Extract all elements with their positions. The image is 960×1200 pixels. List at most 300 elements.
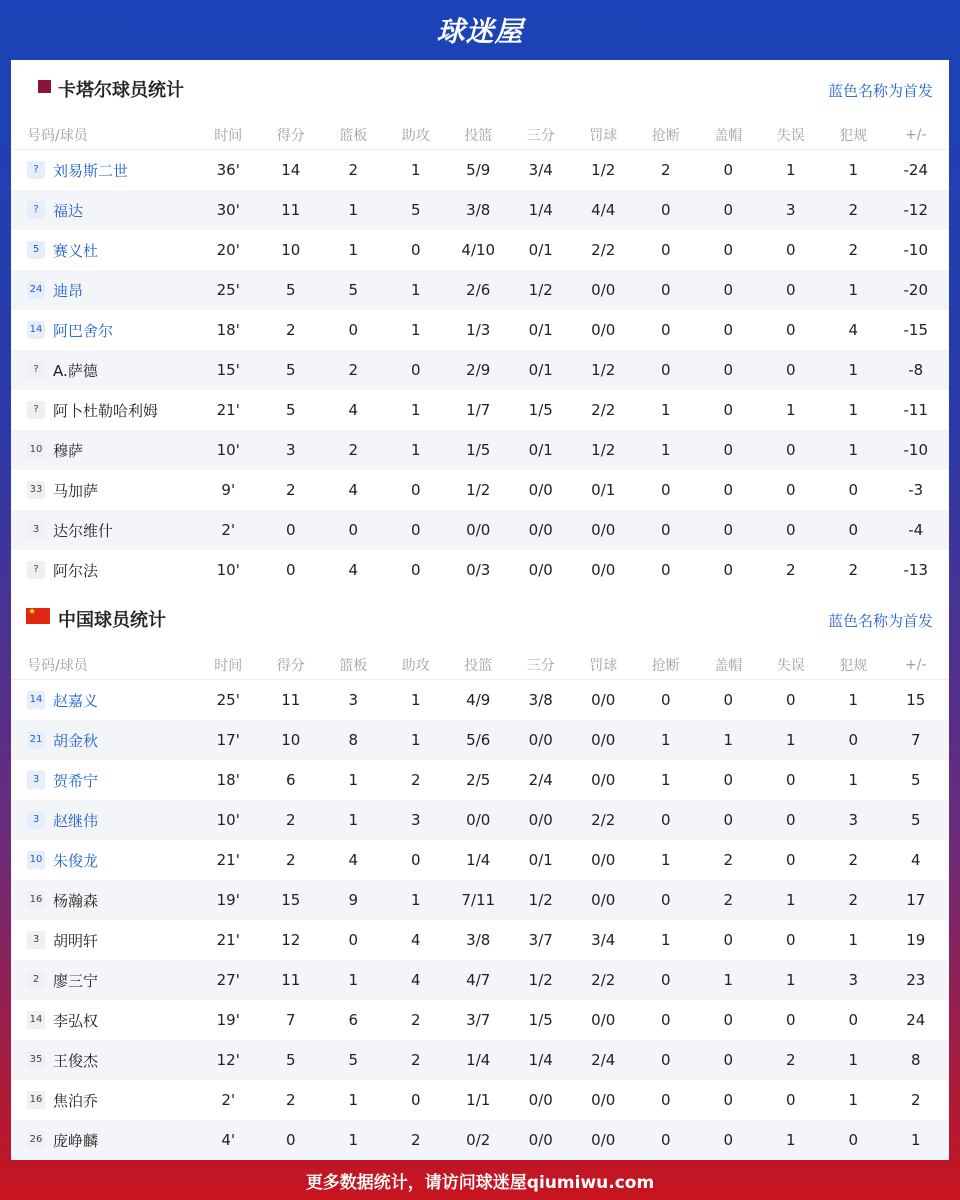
stat-blocks: 0 bbox=[723, 241, 734, 259]
stat-rebounds: 2 bbox=[348, 361, 359, 379]
section-title: 中国球员统计 bbox=[58, 610, 166, 631]
col-header-assists: 助攻 bbox=[401, 657, 430, 674]
col-header-time: 时间 bbox=[214, 127, 243, 144]
stat-time: 18' bbox=[216, 771, 240, 789]
stat-time: 2' bbox=[221, 521, 236, 539]
stat-ft: 0/0 bbox=[591, 771, 616, 789]
table-row[interactable] bbox=[11, 1120, 949, 1160]
stat-3pt: 1/5 bbox=[528, 1011, 553, 1029]
player-name-link[interactable]: 胡金秋 bbox=[53, 731, 99, 750]
stat-steals: 0 bbox=[660, 811, 671, 829]
stat-plusminus: 19 bbox=[906, 931, 926, 949]
stat-3pt: 0/1 bbox=[528, 851, 553, 869]
stat-fouls: 3 bbox=[848, 971, 859, 989]
stat-points: 5 bbox=[285, 401, 296, 419]
stat-rebounds: 5 bbox=[348, 281, 359, 299]
stat-ft: 0/0 bbox=[591, 851, 616, 869]
stat-blocks: 0 bbox=[723, 361, 734, 379]
stat-fg: 1/4 bbox=[466, 851, 491, 869]
player-cell bbox=[11, 160, 197, 181]
stat-time: 17' bbox=[216, 731, 240, 749]
player-name-link[interactable]: 达尔维什 bbox=[53, 521, 114, 540]
stat-time: 4' bbox=[221, 1131, 236, 1149]
player-cell bbox=[11, 560, 197, 581]
stat-fg: 1/5 bbox=[466, 441, 491, 459]
stat-3pt: 0/1 bbox=[528, 321, 553, 339]
stat-fg: 0/0 bbox=[466, 811, 491, 829]
stat-3pt: 1/2 bbox=[528, 281, 553, 299]
stat-assists: 2 bbox=[410, 1051, 421, 1069]
stat-time: 25' bbox=[216, 691, 240, 709]
jersey-number-badge: 35 bbox=[27, 1051, 45, 1069]
stat-blocks: 0 bbox=[723, 1051, 734, 1069]
stat-blocks: 0 bbox=[723, 481, 734, 499]
stat-assists: 1 bbox=[410, 161, 421, 179]
stat-turnovers: 0 bbox=[785, 811, 796, 829]
stat-fouls: 2 bbox=[848, 561, 859, 579]
player-name-link[interactable]: 赵嘉义 bbox=[53, 691, 99, 710]
jersey-number-badge: 3 bbox=[27, 521, 45, 539]
player-name-link[interactable]: 李弘权 bbox=[53, 1011, 99, 1030]
table-row[interactable] bbox=[11, 390, 949, 430]
player-cell bbox=[11, 320, 197, 341]
player-cell bbox=[11, 480, 197, 501]
table-row[interactable] bbox=[11, 550, 949, 590]
player-cell bbox=[11, 930, 197, 951]
stat-plusminus: 24 bbox=[906, 1011, 926, 1029]
stat-blocks: 0 bbox=[723, 561, 734, 579]
stat-rebounds: 1 bbox=[348, 1091, 359, 1109]
stat-assists: 4 bbox=[410, 971, 421, 989]
stat-assists: 2 bbox=[410, 771, 421, 789]
stat-3pt: 0/1 bbox=[528, 441, 553, 459]
player-name-link[interactable]: 庞峥麟 bbox=[53, 1131, 99, 1150]
stat-assists: 0 bbox=[410, 361, 421, 379]
table-row[interactable] bbox=[11, 230, 949, 270]
player-name-link[interactable]: 福达 bbox=[53, 201, 84, 220]
jersey-number-badge: ? bbox=[27, 561, 45, 579]
stat-blocks: 0 bbox=[723, 811, 734, 829]
jersey-number-badge: 14 bbox=[27, 1011, 45, 1029]
stat-3pt: 0/0 bbox=[528, 521, 553, 539]
player-cell bbox=[11, 280, 197, 301]
stat-assists: 1 bbox=[410, 281, 421, 299]
stat-steals: 0 bbox=[660, 1011, 671, 1029]
col-header-steals: 抢断 bbox=[651, 657, 680, 674]
stat-fg: 0/3 bbox=[466, 561, 491, 579]
stat-turnovers: 1 bbox=[785, 161, 796, 179]
stat-time: 2' bbox=[221, 1091, 236, 1109]
stat-steals: 1 bbox=[660, 851, 671, 869]
section-header bbox=[11, 60, 949, 120]
player-name-link[interactable]: 杨瀚森 bbox=[53, 891, 99, 910]
stat-steals: 0 bbox=[660, 321, 671, 339]
player-rows bbox=[11, 680, 949, 1160]
table-row[interactable] bbox=[11, 1080, 949, 1120]
player-name-link[interactable]: 阿尔法 bbox=[53, 561, 99, 580]
col-header-assists: 助攻 bbox=[401, 127, 430, 144]
stat-rebounds: 8 bbox=[348, 731, 359, 749]
stat-points: 0 bbox=[285, 521, 296, 539]
stat-fouls: 1 bbox=[848, 161, 859, 179]
col-header-ft: 罚球 bbox=[589, 657, 618, 674]
stat-blocks: 0 bbox=[723, 161, 734, 179]
stat-ft: 1/2 bbox=[591, 361, 616, 379]
player-name-link[interactable]: 迪昂 bbox=[53, 281, 84, 300]
col-header-blocks: 盖帽 bbox=[714, 127, 743, 144]
player-name-link[interactable]: 赵继伟 bbox=[53, 811, 99, 830]
stat-fg: 0/0 bbox=[466, 521, 491, 539]
stat-ft: 3/4 bbox=[591, 931, 616, 949]
stat-time: 21' bbox=[216, 931, 240, 949]
stat-plusminus: -11 bbox=[903, 401, 928, 419]
stat-rebounds: 9 bbox=[348, 891, 359, 909]
stat-assists: 0 bbox=[410, 561, 421, 579]
table-row[interactable] bbox=[11, 270, 949, 310]
stat-plusminus: 1 bbox=[910, 1131, 921, 1149]
player-name-link[interactable]: A.萨德 bbox=[53, 361, 98, 380]
table-row[interactable] bbox=[11, 680, 949, 720]
stat-steals: 1 bbox=[660, 771, 671, 789]
table-row[interactable] bbox=[11, 720, 949, 760]
stat-points: 0 bbox=[285, 561, 296, 579]
stat-turnovers: 0 bbox=[785, 281, 796, 299]
player-name-link[interactable]: 穆萨 bbox=[53, 441, 84, 460]
stat-time: 20' bbox=[216, 241, 240, 259]
col-header-3pt: 三分 bbox=[526, 657, 555, 674]
jersey-number-badge: 16 bbox=[27, 1091, 45, 1109]
stat-blocks: 0 bbox=[723, 771, 734, 789]
stat-plusminus: -12 bbox=[903, 201, 928, 219]
player-name-link[interactable]: 阿巴舍尔 bbox=[53, 321, 114, 340]
stat-turnovers: 0 bbox=[785, 691, 796, 709]
col-header-turnovers: 失误 bbox=[776, 127, 805, 144]
stat-3pt: 1/2 bbox=[528, 891, 553, 909]
col-header-fg: 投篮 bbox=[464, 657, 493, 674]
stat-points: 12 bbox=[281, 931, 301, 949]
stat-assists: 1 bbox=[410, 321, 421, 339]
table-row[interactable] bbox=[11, 350, 949, 390]
stat-steals: 1 bbox=[660, 441, 671, 459]
stat-fg: 1/3 bbox=[466, 321, 491, 339]
stat-turnovers: 0 bbox=[785, 1091, 796, 1109]
stat-fouls: 2 bbox=[848, 201, 859, 219]
stat-assists: 2 bbox=[410, 1131, 421, 1149]
stat-3pt: 0/0 bbox=[528, 481, 553, 499]
stat-fg: 1/7 bbox=[466, 401, 491, 419]
table-row[interactable] bbox=[11, 1000, 949, 1040]
player-cell bbox=[11, 1050, 197, 1071]
player-name-link[interactable]: 刘易斯二世 bbox=[53, 161, 129, 180]
stat-fouls: 1 bbox=[848, 441, 859, 459]
player-name-link[interactable]: 赛义杜 bbox=[53, 241, 99, 260]
stat-assists: 0 bbox=[410, 481, 421, 499]
stat-blocks: 2 bbox=[723, 851, 734, 869]
stat-steals: 0 bbox=[660, 201, 671, 219]
jersey-number-badge: 3 bbox=[27, 931, 45, 949]
stat-steals: 0 bbox=[660, 691, 671, 709]
stat-assists: 5 bbox=[410, 201, 421, 219]
table-row[interactable] bbox=[11, 470, 949, 510]
stat-points: 6 bbox=[285, 771, 296, 789]
stat-fouls: 0 bbox=[848, 1011, 859, 1029]
jersey-number-badge: ? bbox=[27, 161, 45, 179]
player-cell bbox=[11, 200, 197, 221]
table-header bbox=[11, 650, 949, 680]
col-header-points: 得分 bbox=[276, 657, 305, 674]
stat-fg: 1/1 bbox=[466, 1091, 491, 1109]
jersey-number-badge: 33 bbox=[27, 481, 45, 499]
table-header bbox=[11, 120, 949, 150]
stat-steals: 0 bbox=[660, 281, 671, 299]
stat-turnovers: 0 bbox=[785, 441, 796, 459]
stat-ft: 0/0 bbox=[591, 891, 616, 909]
stat-fg: 4/10 bbox=[461, 241, 496, 259]
col-header-steals: 抢断 bbox=[651, 127, 680, 144]
stat-assists: 0 bbox=[410, 851, 421, 869]
player-cell bbox=[11, 730, 197, 751]
qatar-stats-section bbox=[11, 60, 949, 590]
jersey-number-badge: 10 bbox=[27, 441, 45, 459]
stat-rebounds: 4 bbox=[348, 401, 359, 419]
stat-fg: 7/11 bbox=[461, 891, 496, 909]
stat-points: 15 bbox=[281, 891, 301, 909]
player-cell bbox=[11, 850, 197, 871]
col-header-plusminus: +/- bbox=[905, 656, 927, 673]
stat-plusminus: -20 bbox=[903, 281, 928, 299]
player-name-link[interactable]: 王俊杰 bbox=[53, 1051, 99, 1070]
stat-3pt: 1/4 bbox=[528, 1051, 553, 1069]
stat-3pt: 1/2 bbox=[528, 971, 553, 989]
stat-steals: 0 bbox=[660, 521, 671, 539]
stat-fouls: 1 bbox=[848, 771, 859, 789]
jersey-number-badge: ? bbox=[27, 361, 45, 379]
stat-turnovers: 1 bbox=[785, 971, 796, 989]
stat-plusminus: -8 bbox=[908, 361, 924, 379]
stat-3pt: 1/5 bbox=[528, 401, 553, 419]
player-cell bbox=[11, 890, 197, 911]
stat-points: 2 bbox=[285, 481, 296, 499]
stat-fouls: 0 bbox=[848, 1131, 859, 1149]
stat-steals: 1 bbox=[660, 931, 671, 949]
player-cell bbox=[11, 690, 197, 711]
stat-time: 25' bbox=[216, 281, 240, 299]
stat-steals: 1 bbox=[660, 401, 671, 419]
stat-plusminus: -15 bbox=[903, 321, 928, 339]
table-row[interactable] bbox=[11, 800, 949, 840]
stat-steals: 0 bbox=[660, 891, 671, 909]
stat-assists: 2 bbox=[410, 1011, 421, 1029]
stat-ft: 0/1 bbox=[591, 481, 616, 499]
stat-fouls: 1 bbox=[848, 1091, 859, 1109]
table-row[interactable] bbox=[11, 880, 949, 920]
stat-fg: 5/6 bbox=[466, 731, 491, 749]
col-header-points: 得分 bbox=[276, 127, 305, 144]
stat-fouls: 1 bbox=[848, 691, 859, 709]
table-row[interactable] bbox=[11, 760, 949, 800]
jersey-number-badge: 3 bbox=[27, 771, 45, 789]
stat-3pt: 3/7 bbox=[528, 931, 553, 949]
jersey-number-badge: 24 bbox=[27, 281, 45, 299]
stat-plusminus: -24 bbox=[903, 161, 928, 179]
table-row[interactable] bbox=[11, 150, 949, 190]
stat-fouls: 3 bbox=[848, 811, 859, 829]
stat-blocks: 0 bbox=[723, 521, 734, 539]
qatar-flag-icon bbox=[33, 80, 51, 93]
col-header-plusminus: +/- bbox=[905, 126, 927, 143]
col-header-fg: 投篮 bbox=[464, 127, 493, 144]
stat-rebounds: 1 bbox=[348, 1131, 359, 1149]
player-cell bbox=[11, 440, 197, 461]
stat-points: 14 bbox=[281, 161, 301, 179]
stat-blocks: 0 bbox=[723, 201, 734, 219]
stat-turnovers: 1 bbox=[785, 891, 796, 909]
stat-plusminus: -3 bbox=[908, 481, 924, 499]
col-header-rebounds: 篮板 bbox=[339, 127, 368, 144]
stat-blocks: 0 bbox=[723, 931, 734, 949]
jersey-number-badge: 3 bbox=[27, 811, 45, 829]
stat-plusminus: 23 bbox=[906, 971, 926, 989]
stat-fg: 3/8 bbox=[466, 201, 491, 219]
stat-rebounds: 1 bbox=[348, 241, 359, 259]
stat-fouls: 1 bbox=[848, 1051, 859, 1069]
stat-time: 10' bbox=[216, 811, 240, 829]
table-row[interactable] bbox=[11, 920, 949, 960]
stat-plusminus: 17 bbox=[906, 891, 926, 909]
stat-rebounds: 5 bbox=[348, 1051, 359, 1069]
player-cell bbox=[11, 970, 197, 991]
site-logo[interactable]: 球迷屋 bbox=[436, 15, 524, 48]
stat-blocks: 0 bbox=[723, 321, 734, 339]
table-row[interactable] bbox=[11, 190, 949, 230]
player-cell bbox=[11, 1010, 197, 1031]
player-name-link[interactable]: 阿卜杜勒哈利姆 bbox=[53, 401, 159, 420]
stat-fouls: 0 bbox=[848, 731, 859, 749]
stat-time: 10' bbox=[216, 561, 240, 579]
player-name-link[interactable]: 廖三宁 bbox=[53, 971, 99, 990]
stat-assists: 3 bbox=[410, 811, 421, 829]
stat-assists: 0 bbox=[410, 521, 421, 539]
stat-assists: 1 bbox=[410, 891, 421, 909]
stat-fouls: 0 bbox=[848, 521, 859, 539]
stat-fg: 2/6 bbox=[466, 281, 491, 299]
table-row[interactable] bbox=[11, 310, 949, 350]
stat-turnovers: 0 bbox=[785, 931, 796, 949]
stat-steals: 2 bbox=[660, 161, 671, 179]
player-name-link[interactable]: 焦泊乔 bbox=[53, 1091, 99, 1110]
stat-turnovers: 0 bbox=[785, 241, 796, 259]
stat-fouls: 0 bbox=[848, 481, 859, 499]
stat-blocks: 0 bbox=[723, 401, 734, 419]
player-cell bbox=[11, 240, 197, 261]
table-row[interactable] bbox=[11, 1040, 949, 1080]
stat-plusminus: -10 bbox=[903, 441, 928, 459]
stat-assists: 4 bbox=[410, 931, 421, 949]
table-row[interactable] bbox=[11, 430, 949, 470]
stat-3pt: 0/0 bbox=[528, 1091, 553, 1109]
stats-card bbox=[11, 60, 949, 1160]
player-cell bbox=[11, 520, 197, 541]
stat-rebounds: 3 bbox=[348, 691, 359, 709]
stat-turnovers: 0 bbox=[785, 481, 796, 499]
stat-fouls: 4 bbox=[848, 321, 859, 339]
footer-link[interactable]: 更多数据统计，请访问球迷屋qiumiwu.com bbox=[305, 1172, 655, 1193]
stat-blocks: 2 bbox=[723, 891, 734, 909]
player-name-link[interactable]: 马加萨 bbox=[53, 481, 99, 500]
stat-steals: 0 bbox=[660, 241, 671, 259]
stat-plusminus: 15 bbox=[906, 691, 926, 709]
stat-ft: 2/2 bbox=[591, 811, 616, 829]
stat-plusminus: 7 bbox=[910, 731, 921, 749]
stat-ft: 0/0 bbox=[591, 321, 616, 339]
stat-turnovers: 3 bbox=[785, 201, 796, 219]
stat-steals: 0 bbox=[660, 1051, 671, 1069]
player-cell bbox=[11, 1130, 197, 1151]
stat-ft: 4/4 bbox=[591, 201, 616, 219]
stat-assists: 0 bbox=[410, 1091, 421, 1109]
stat-rebounds: 2 bbox=[348, 161, 359, 179]
stat-plusminus: -13 bbox=[903, 561, 928, 579]
stat-turnovers: 0 bbox=[785, 321, 796, 339]
china-stats-section bbox=[11, 590, 949, 1160]
stat-assists: 1 bbox=[410, 731, 421, 749]
stat-3pt: 3/4 bbox=[528, 161, 553, 179]
table-row[interactable] bbox=[11, 840, 949, 880]
stat-ft: 0/0 bbox=[591, 1091, 616, 1109]
stat-fg: 3/8 bbox=[466, 931, 491, 949]
stat-plusminus: -4 bbox=[908, 521, 924, 539]
stat-ft: 0/0 bbox=[591, 521, 616, 539]
stat-ft: 0/0 bbox=[591, 561, 616, 579]
stat-blocks: 0 bbox=[723, 1011, 734, 1029]
player-name-link[interactable]: 胡明轩 bbox=[53, 931, 99, 950]
stat-time: 12' bbox=[216, 1051, 240, 1069]
stat-steals: 0 bbox=[660, 1091, 671, 1109]
col-header-turnovers: 失误 bbox=[776, 657, 805, 674]
stat-fouls: 2 bbox=[848, 241, 859, 259]
stat-3pt: 0/0 bbox=[528, 731, 553, 749]
col-header-player: 号码/球员 bbox=[27, 657, 88, 674]
stat-turnovers: 0 bbox=[785, 771, 796, 789]
table-row[interactable] bbox=[11, 510, 949, 550]
jersey-number-badge: 26 bbox=[27, 1131, 45, 1149]
stat-time: 15' bbox=[216, 361, 240, 379]
stat-steals: 0 bbox=[660, 1131, 671, 1149]
stat-time: 21' bbox=[216, 851, 240, 869]
jersey-number-badge: ? bbox=[27, 401, 45, 419]
stat-fouls: 1 bbox=[848, 931, 859, 949]
stat-points: 3 bbox=[285, 441, 296, 459]
stat-rebounds: 1 bbox=[348, 771, 359, 789]
stat-points: 11 bbox=[281, 971, 301, 989]
col-header-ft: 罚球 bbox=[589, 127, 618, 144]
player-cell bbox=[11, 810, 197, 831]
stat-fg: 1/2 bbox=[466, 481, 491, 499]
stat-rebounds: 4 bbox=[348, 851, 359, 869]
player-name-link[interactable]: 朱俊龙 bbox=[53, 851, 99, 870]
player-name-link[interactable]: 贺希宁 bbox=[53, 771, 99, 790]
stat-steals: 0 bbox=[660, 361, 671, 379]
china-flag-icon bbox=[26, 608, 50, 624]
stat-turnovers: 2 bbox=[785, 561, 796, 579]
stat-time: 10' bbox=[216, 441, 240, 459]
stat-time: 18' bbox=[216, 321, 240, 339]
stat-assists: 1 bbox=[410, 691, 421, 709]
table-row[interactable] bbox=[11, 960, 949, 1000]
stat-fouls: 1 bbox=[848, 361, 859, 379]
stat-3pt: 3/8 bbox=[528, 691, 553, 709]
stat-blocks: 0 bbox=[723, 1091, 734, 1109]
